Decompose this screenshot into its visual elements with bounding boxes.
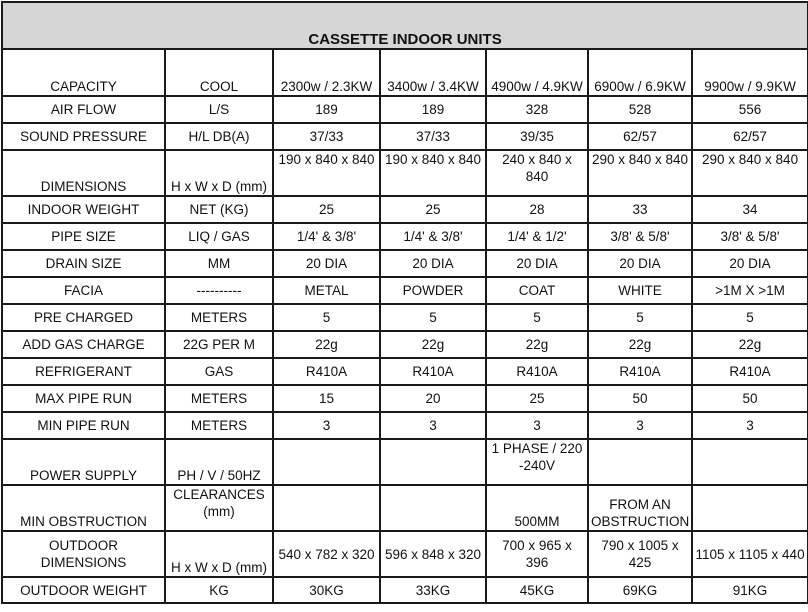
value-cell: 2300w / 2.3KW <box>273 49 380 96</box>
row-unit: CLEARANCES (mm) <box>165 485 273 531</box>
value-cell: 22g <box>486 331 588 358</box>
row-label: CAPACITY <box>2 49 165 96</box>
table-row <box>2 531 808 577</box>
value-cell: 3 <box>273 412 380 439</box>
value-cell: 20 <box>380 385 486 412</box>
value-cell: 3 <box>692 412 808 439</box>
row-unit: 22G PER M <box>165 331 273 358</box>
table-row <box>2 485 808 531</box>
value-cell: 5 <box>692 304 808 331</box>
value-cell: 62/57 <box>692 123 808 150</box>
value-cell: >1M X >1M <box>692 277 808 304</box>
value-cell: 5 <box>380 304 486 331</box>
row-label: DRAIN SIZE <box>2 250 165 277</box>
table-row <box>2 385 808 412</box>
row-label: OUTDOOR WEIGHT <box>2 577 165 603</box>
value-cell <box>273 485 380 531</box>
value-cell: 22g <box>588 331 692 358</box>
value-cell: 25 <box>273 196 380 223</box>
value-cell: 189 <box>380 96 486 123</box>
row-unit: MM <box>165 250 273 277</box>
value-cell: METAL <box>273 277 380 304</box>
value-cell: 22g <box>380 331 486 358</box>
value-cell: 500MM <box>486 485 588 531</box>
value-cell <box>588 439 692 485</box>
value-cell: 3/8' & 5/8' <box>692 223 808 250</box>
value-cell: 596 x 848 x 320 <box>380 531 486 577</box>
value-cell: R410A <box>486 358 588 385</box>
value-cell: 328 <box>486 96 588 123</box>
row-unit: COOL <box>165 49 273 96</box>
row-label: DIMENSIONS <box>2 150 165 196</box>
row-label: MIN PIPE RUN <box>2 412 165 439</box>
value-cell: 37/33 <box>380 123 486 150</box>
value-cell: 3 <box>380 412 486 439</box>
value-cell: POWDER <box>380 277 486 304</box>
row-label: ADD GAS CHARGE <box>2 331 165 358</box>
value-cell: 290 x 840 x 840 <box>692 150 808 196</box>
value-cell: 50 <box>588 385 692 412</box>
table-row <box>2 304 808 331</box>
value-cell: 28 <box>486 196 588 223</box>
value-cell: 5 <box>588 304 692 331</box>
row-unit: METERS <box>165 412 273 439</box>
value-cell: 50 <box>692 385 808 412</box>
value-cell: 240 x 840 x 840 <box>486 150 588 196</box>
value-cell: COAT <box>486 277 588 304</box>
value-cell: 189 <box>273 96 380 123</box>
row-unit: GAS <box>165 358 273 385</box>
value-cell: 3400w / 3.4KW <box>380 49 486 96</box>
table-title: CASSETTE INDOOR UNITS <box>2 2 808 49</box>
row-unit: H/L DB(A) <box>165 123 273 150</box>
value-cell: 69KG <box>588 577 692 603</box>
row-label: AIR FLOW <box>2 96 165 123</box>
value-cell: 22g <box>273 331 380 358</box>
cassette-spec-table <box>1 1 808 604</box>
title-row <box>2 2 808 49</box>
value-cell: 20 DIA <box>273 250 380 277</box>
value-cell: WHITE <box>588 277 692 304</box>
value-cell: 33KG <box>380 577 486 603</box>
table-row <box>2 250 808 277</box>
value-cell: R410A <box>273 358 380 385</box>
value-cell: 3 <box>486 412 588 439</box>
table-row <box>2 150 808 196</box>
row-unit: METERS <box>165 385 273 412</box>
value-cell: 1/4' & 3/8' <box>273 223 380 250</box>
value-cell: 15 <box>273 385 380 412</box>
row-label: PRE CHARGED <box>2 304 165 331</box>
value-cell: 25 <box>380 196 486 223</box>
row-unit: LIQ / GAS <box>165 223 273 250</box>
value-cell: 39/35 <box>486 123 588 150</box>
value-cell: FROM AN OBSTRUCTION <box>588 485 692 531</box>
value-cell: 9900w / 9.9KW <box>692 49 808 96</box>
value-cell: 30KG <box>273 577 380 603</box>
row-unit: PH / V / 50HZ <box>165 439 273 485</box>
row-label: MIN OBSTRUCTION <box>2 485 165 531</box>
value-cell: 20 DIA <box>486 250 588 277</box>
value-cell <box>380 439 486 485</box>
table-row <box>2 123 808 150</box>
value-cell: 5 <box>273 304 380 331</box>
value-cell: 3 <box>588 412 692 439</box>
table-row <box>2 439 808 485</box>
value-cell: 528 <box>588 96 692 123</box>
value-cell: R410A <box>380 358 486 385</box>
value-cell: 700 x 965 x 396 <box>486 531 588 577</box>
row-label: MAX PIPE RUN <box>2 385 165 412</box>
row-unit: H x W x D (mm) <box>165 150 273 196</box>
value-cell: 5 <box>486 304 588 331</box>
value-cell: 190 x 840 x 840 <box>380 150 486 196</box>
value-cell: 91KG <box>692 577 808 603</box>
row-unit: NET (KG) <box>165 196 273 223</box>
value-cell: 37/33 <box>273 123 380 150</box>
table-row <box>2 277 808 304</box>
table-row <box>2 358 808 385</box>
row-unit: METERS <box>165 304 273 331</box>
value-cell: 20 DIA <box>380 250 486 277</box>
table-row <box>2 49 808 96</box>
value-cell: R410A <box>588 358 692 385</box>
value-cell: 1 PHASE / 220 -240V <box>486 439 588 485</box>
value-cell: 1/4' & 3/8' <box>380 223 486 250</box>
value-cell: 22g <box>692 331 808 358</box>
row-label: REFRIGERANT <box>2 358 165 385</box>
value-cell: 20 DIA <box>692 250 808 277</box>
value-cell <box>692 485 808 531</box>
value-cell: 3/8' & 5/8' <box>588 223 692 250</box>
value-cell: 790 x 1005 x 425 <box>588 531 692 577</box>
value-cell: R410A <box>692 358 808 385</box>
value-cell: 1/4' & 1/2' <box>486 223 588 250</box>
table-row <box>2 96 808 123</box>
value-cell: 20 DIA <box>588 250 692 277</box>
table-row <box>2 577 808 603</box>
value-cell: 540 x 782 x 320 <box>273 531 380 577</box>
row-unit: ---------- <box>165 277 273 304</box>
value-cell: 25 <box>486 385 588 412</box>
row-unit: H x W x D (mm) <box>165 531 273 577</box>
row-unit: L/S <box>165 96 273 123</box>
value-cell: 1105 x 1105 x 440 <box>692 531 808 577</box>
value-cell <box>380 485 486 531</box>
table-row <box>2 196 808 223</box>
row-label: PIPE SIZE <box>2 223 165 250</box>
value-cell: 34 <box>692 196 808 223</box>
value-cell <box>692 439 808 485</box>
value-cell: 6900w / 6.9KW <box>588 49 692 96</box>
row-unit: KG <box>165 577 273 603</box>
value-cell: 45KG <box>486 577 588 603</box>
row-label: INDOOR WEIGHT <box>2 196 165 223</box>
value-cell: 190 x 840 x 840 <box>273 150 380 196</box>
row-label: FACIA <box>2 277 165 304</box>
table-row <box>2 223 808 250</box>
value-cell: 556 <box>692 96 808 123</box>
value-cell <box>273 439 380 485</box>
table-row <box>2 412 808 439</box>
row-label: SOUND PRESSURE <box>2 123 165 150</box>
value-cell: 4900w / 4.9KW <box>486 49 588 96</box>
row-label: POWER SUPPLY <box>2 439 165 485</box>
value-cell: 290 x 840 x 840 <box>588 150 692 196</box>
value-cell: 33 <box>588 196 692 223</box>
value-cell: 62/57 <box>588 123 692 150</box>
table-row <box>2 331 808 358</box>
row-label: OUTDOOR DIMENSIONS <box>2 531 165 577</box>
